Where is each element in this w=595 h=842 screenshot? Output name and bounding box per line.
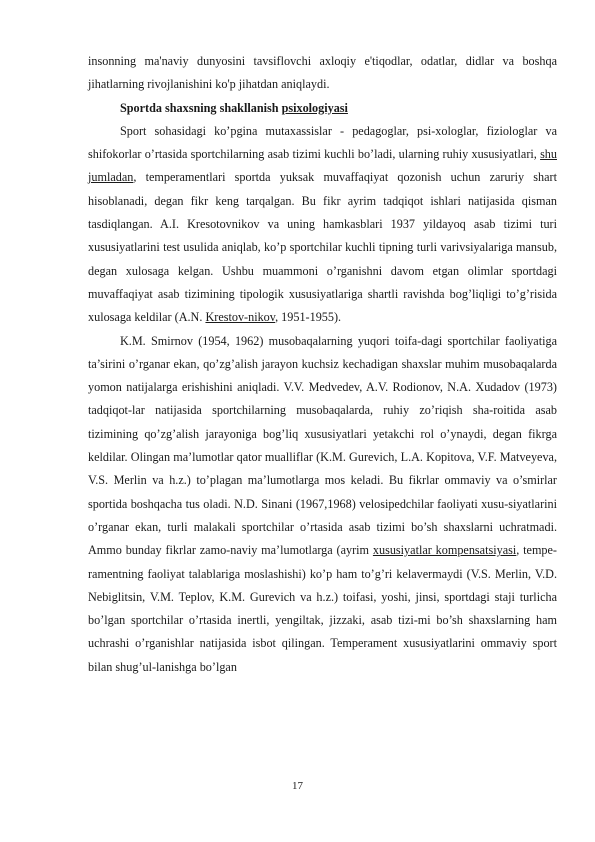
paragraph-text: Sport sohasidagi ko’pgina mutaxassislar - pedagoglar, psi-xologlar, fiziologlar va shifokorlar o’rtasida sportchilarning asab tizimi kuchli bo’ladi, ularning ruhiy xususiyatlari,	[88, 123, 557, 162]
section-heading-text: Sportda shaxsning shakllanish	[120, 100, 282, 115]
link-krestovnikov[interactable]: Krestov-nikov	[205, 310, 276, 325]
section-heading	[88, 97, 557, 120]
paragraph-text: K.M. Smirnov (1954, 1962) musobaqalarning yuqori toifa-dagi sportchilar faoliyatiga ta’sirini o’rganar ekan, qo’zg’alish jarayon kuchsiz kechadigan shaxslar muhim musobaqalarda yomon natijalarga erishishini aniqladi. V.V. Medvedev, A.V. Rodionov, N.A. Xudadov (1973) tadqiqot-lar natijasida sportchilarning musobaqalarda, ruhiy zo’riqish sha-roitida asab tizimining qo’zg’alish jarayoniga bog’liq xususiyatlari yetakchi rol o’ynaydi, degan fikrga keldilar. Olingan ma’lumotlar qator mualliflar (K.M. Gurevich, L.A. Kopitova, V.F. Matveyeva, V.S. Merlin va h.z.) to’plagan ma’lumotlarga mos keladi. Bu fikrlar ommaviy va o’smirlar sportida boshqacha tus oladi. N.D. Sinani (1967,1968) velosipedchilar faoliyati xusu-siyatlarini o’rganar ekan, turli malakali sportchilar o’rtasida asab tizimi bo’sh shaxslarni uchratmadi. Ammo bunday fikrlar zamo-naviy ma’lumotlarga (ayrim	[88, 333, 557, 558]
paragraph-text: , temperamentlari sportda yuksak muvaffaqiyat qozonish uchun zaruriy shart hisoblanadi, degan fikr keng tarqalgan. Bu fikr ayrim tadqiqot ishlari natijasida qisman tasdiqlangan. A.I. Kresotovnikov va uning hamkasblari 1937 yildayoq asab tizimi turi xususiyatlarini test usulida aniqlab, ko’p sportchilar kuchli tipning turli varivsiyalariga mansub, degan xulosaga kelgan. Ushbu muammoni o’rganishni davom etgan olimlar sportdagi muvaffaqiyat asab tizimining tipologik xususiyatlariga shartli ravishda bog’liqligi to’g’risida xulosaga keldilar (A.N.	[88, 170, 557, 325]
paragraph-smirnov	[88, 330, 557, 679]
paragraph-text: , tempe-ramentning faoliyat talablariga moslashishi) ko’p ham to’g’ri kelavermaydi (V.S. Merlin, V.D. Nebiglitsin, V.M. Teplov, K.M. Gurevich va h.z.) toifasi, yoshi, jinsi, sportdagi staji turlicha bo’lgan sportchilar o’rtasida inertli, yengiltak, jizzaki, asab tizi-mi bo’sh shaxslarning ham uchrashi o’rganishlar natijasida isbot qilingan. Temperament xususiyatlarini ommaviy sport bilan shug’ul-lanishga bo’lgan	[88, 543, 557, 674]
page-number: 17	[292, 780, 303, 792]
paragraph-sport-specialists	[88, 120, 557, 330]
paragraph-text: , 1951-1955).	[275, 310, 342, 325]
document-page	[88, 50, 557, 679]
link-xususiyatlar-kompensatsiyasi[interactable]: xususiyatlar kompensatsiyasi	[372, 543, 517, 558]
link-shu-jumladan[interactable]: shu jumladan	[88, 147, 557, 185]
heading-link-psixologiyasi[interactable]: psixologiyasi	[281, 100, 348, 115]
paragraph-intro: insonning ma'naviy dunyosini tavsiflovchi axloqiy e'tiqodlar, odatlar, didlar va boshqa jihatlarning rivojlanishini ko'p jihatdan aniqlaydi.	[88, 54, 557, 92]
